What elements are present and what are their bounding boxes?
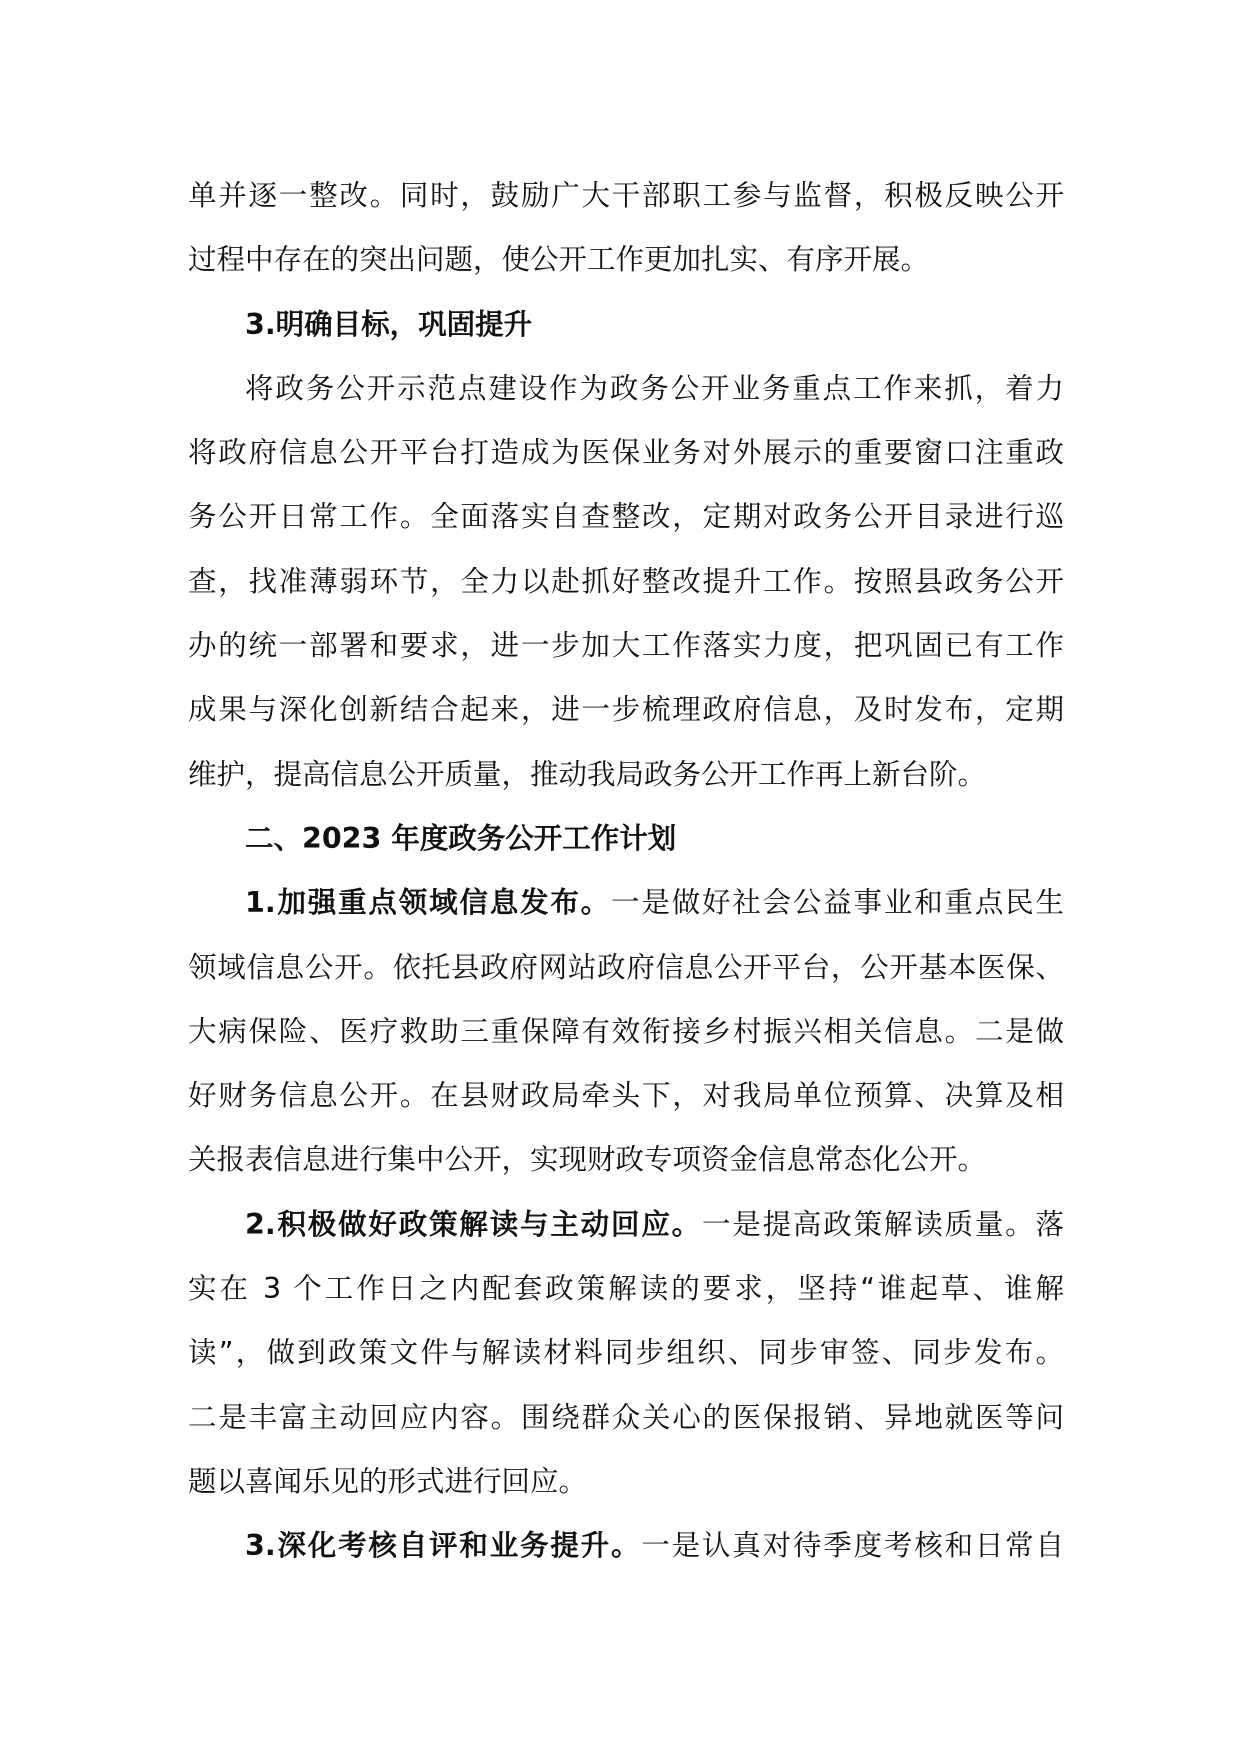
paragraph-line: 维护，提高信息公开质量，推动我局政务公开工作再上新台阶。 bbox=[188, 757, 987, 791]
paragraph-line: 领域信息公开。依托县政府网站政府信息公开平台，公开基本医保、 bbox=[188, 950, 1064, 984]
paragraph-line: 过程中存在的突出问题，使公开工作更加扎实、有序开展。 bbox=[188, 243, 930, 277]
paragraph-line: 1.加强重点领域信息发布。一是做好社会公益事业和重点民生 bbox=[245, 886, 1064, 920]
paragraph-line: 将政府信息公开平台打造成为医保业务对外展示的重要窗口注重政 bbox=[188, 436, 1064, 470]
paragraph-line: 务公开日常工作。全面落实自查整改，定期对政务公开目录进行巡 bbox=[188, 500, 1064, 534]
section-heading: 3.明确目标，巩固提升 bbox=[245, 307, 533, 341]
paragraph-line: 单并逐一整改。同时，鼓励广大干部职工参与监督，积极反映公开 bbox=[188, 179, 1064, 212]
section-heading: 二、2023 年度政务公开工作计划 bbox=[245, 821, 677, 855]
paragraph-line: 办的统一部署和要求，进一步加大工作落实力度，把巩固已有工作 bbox=[188, 629, 1064, 663]
paragraph-line: 成果与深化创新结合起来，进一步梳理政府信息，及时发布，定期 bbox=[188, 693, 1064, 727]
paragraph-line: 关报表信息进行集中公开，实现财政专项资金信息常态化公开。 bbox=[188, 1143, 987, 1177]
paragraph-line: 大病保险、医疗救助三重保障有效衔接乡村振兴相关信息。二是做 bbox=[188, 1014, 1064, 1048]
paragraph-line: 2.积极做好政策解读与主动回应。一是提高政策解读质量。落 bbox=[245, 1207, 1064, 1241]
paragraph-line: 查，找准薄弱环节，全力以赴抓好整改提升工作。按照县政务公开 bbox=[188, 564, 1064, 598]
item-title: 2.积极做好政策解读与主动回应。 bbox=[245, 1207, 702, 1241]
paragraph-line: 好财务信息公开。在县财政局牵头下，对我局单位预算、决算及相 bbox=[188, 1079, 1064, 1113]
paragraph-line: 二是丰富主动回应内容。围绕群众关心的医保报销、异地就医等问 bbox=[188, 1400, 1064, 1434]
paragraph-line: 3.深化考核自评和业务提升。一是认真对待季度考核和日常自 bbox=[245, 1529, 1064, 1563]
item-title: 1.加强重点领域信息发布。 bbox=[245, 886, 611, 920]
paragraph-line: 将政务公开示范点建设作为政务公开业务重点工作来抓，着力 bbox=[245, 371, 1064, 405]
paragraph-line: 读”，做到政策文件与解读材料同步组织、同步审签、同步发布。 bbox=[188, 1336, 1064, 1370]
document-page bbox=[188, 164, 1064, 1579]
item-title: 3.深化考核自评和业务提升。 bbox=[245, 1529, 642, 1563]
paragraph-line: 实在 3 个工作日之内配套政策解读的要求，坚持“谁起草、谁解 bbox=[188, 1272, 1064, 1306]
paragraph-line: 题以喜闻乐见的形式进行回应。 bbox=[188, 1464, 588, 1498]
